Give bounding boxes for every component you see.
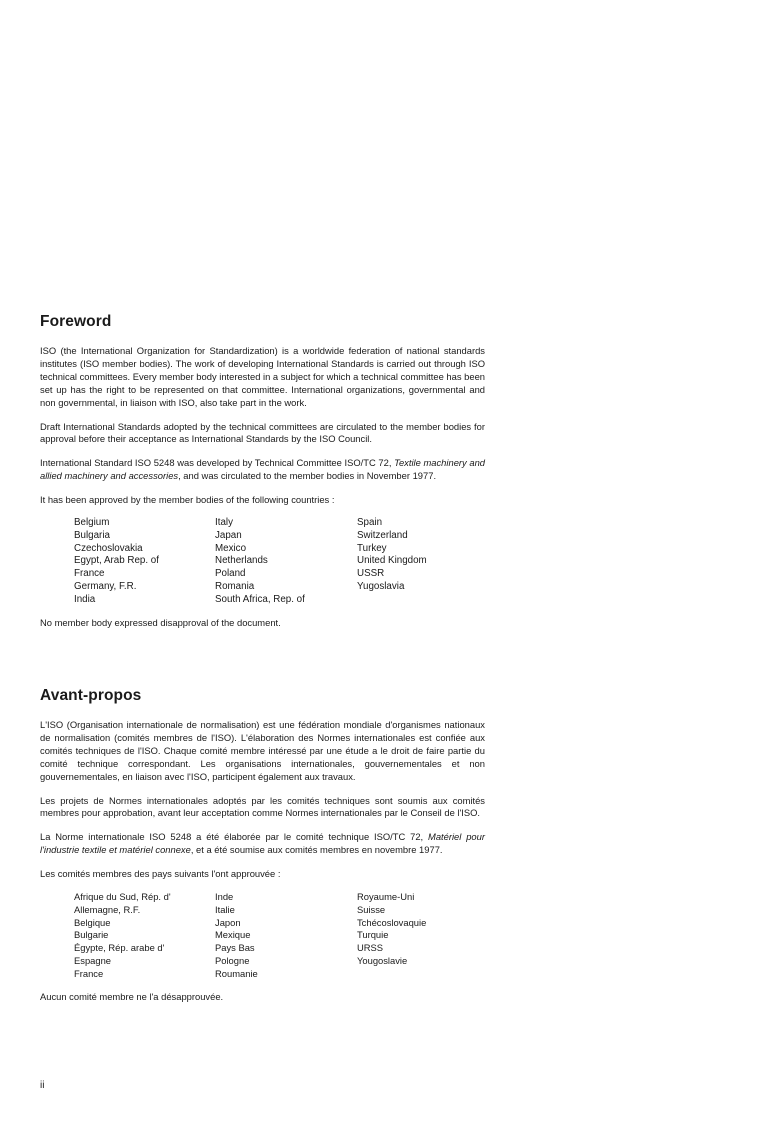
country-item: Czechoslovakia (74, 542, 143, 554)
country-column-3 (357, 891, 499, 981)
country-item: Suisse (357, 903, 386, 915)
approval-intro: It has been approved by the member bodies of the following countries : (40, 494, 335, 506)
country-item: Tchécoslovaquie (357, 916, 427, 928)
country-item: Italie (215, 903, 235, 915)
country-column-1 (74, 517, 215, 607)
country-item: Yugoslavia (357, 581, 405, 593)
foreword-paragraph-2: Draft International Standards adopted by the technical committees are circulated to the member bodies for approval before their acceptance as International Standards by the ISO Council. (40, 420, 485, 445)
country-item: Bulgarie (74, 929, 109, 941)
country-item: Turkey (357, 542, 387, 554)
country-column-2 (215, 517, 357, 607)
standard-text-after: , et a été soumise aux comités membres en novembre 1977. (190, 844, 443, 856)
country-item: United Kingdom (357, 555, 427, 567)
avant-propos-closing: Aucun comité membre ne l'a désapprouvée. (40, 990, 224, 1002)
country-item: Japan (215, 529, 242, 541)
country-item: Yougoslavie (357, 955, 408, 967)
country-column-1 (74, 891, 215, 981)
country-item: Égypte, Rép. arabe d' (74, 942, 165, 954)
country-item: India (74, 593, 96, 605)
country-item: Netherlands (215, 555, 268, 567)
country-column-2 (215, 891, 357, 981)
country-list (74, 891, 485, 981)
country-item: Mexico (215, 542, 247, 554)
standard-title-italic: Matériel pour l'industrie textile et matériel connexe (40, 831, 485, 856)
country-item: Afrique du Sud, Rép. d' (74, 891, 171, 903)
foreword-closing: No member body expressed disapproval of the document. (40, 616, 281, 628)
country-item: Romania (215, 581, 255, 593)
country-item: Belgium (74, 517, 110, 529)
approval-intro: Les comités membres des pays suivants l'ont approuvée : (40, 868, 281, 880)
country-item: Egypt, Arab Rep. of (74, 555, 159, 567)
page-number: ii (40, 1080, 45, 1091)
avant-propos-heading: Avant-propos (40, 687, 142, 704)
country-item: Italy (215, 517, 233, 529)
country-item: France (74, 568, 105, 580)
country-item: Pays Bas (215, 942, 255, 954)
standard-text-before: La Norme internationale ISO 5248 a été élaborée par le comité technique ISO/TC 72, (40, 831, 429, 843)
country-item: Pologne (215, 955, 250, 967)
country-item: Spain (357, 517, 383, 529)
country-item: Germany, F.R. (74, 581, 137, 593)
country-item: Belgique (74, 916, 111, 928)
country-item: Switzerland (357, 529, 408, 541)
standard-title-italic: Textile machinery and allied machinery and accessories (40, 457, 485, 482)
country-column-3 (357, 517, 499, 607)
country-item: France (74, 967, 104, 979)
standard-text-after: , and was circulated to the member bodies in November 1977. (178, 470, 437, 482)
country-item: Poland (215, 568, 246, 580)
foreword-standard-paragraph (40, 457, 485, 483)
foreword-section (40, 313, 485, 630)
foreword-paragraph-1: ISO (the International Organization for Standardization) is a worldwide federation of national standards institutes (ISO member bodies). The work of developing International Standards is carried out through ISO technical committees. Every member body interested in a subject for which a technical committee has been set up has the right to be represented on that committee. International organizations, governmental and non governmental, in liaison with ISO, also take part in the work. (40, 345, 486, 408)
country-item: Roumanie (215, 967, 258, 979)
country-item: Allemagne, R.F. (74, 903, 141, 915)
country-item: Royaume-Uni (357, 891, 415, 903)
country-item: Inde (215, 891, 234, 903)
foreword-heading: Foreword (40, 313, 112, 330)
country-item: Mexique (215, 929, 251, 941)
country-list (74, 517, 485, 607)
country-item: Bulgaria (74, 529, 110, 541)
standard-text-before: International Standard ISO 5248 was developed by Technical Committee ISO/TC 72, (40, 457, 395, 469)
country-item: URSS (357, 942, 384, 954)
country-item: USSR (357, 568, 385, 580)
country-item: South Africa, Rep. of (215, 593, 305, 605)
avant-propos-section (40, 687, 485, 1004)
avant-propos-standard-paragraph (40, 831, 485, 857)
country-item: Espagne (74, 955, 112, 967)
country-item: Japon (215, 916, 241, 928)
avant-propos-paragraph-2: Les projets de Normes internationales adoptés par les comités techniques sont soumis aux comités membres pour approbation, avant leur acceptation comme Normes internationales par le Conseil de l'ISO. (40, 794, 485, 819)
avant-propos-paragraph-1: L'ISO (Organisation internationale de normalisation) est une fédération mondiale d'organismes nationaux de normalisation (comités membres de l'ISO). L'élaboration des Normes internationales est confiée aux comités techniques de l'ISO. Chaque comité membre intéressé par une étude a le droit de faire partie du comité technique correspondant. Les organisations internationales, gouvernementales et non gouvernementales, en liaison avec l'ISO, participent également aux travaux. (40, 719, 485, 782)
country-item: Turquie (357, 929, 389, 941)
